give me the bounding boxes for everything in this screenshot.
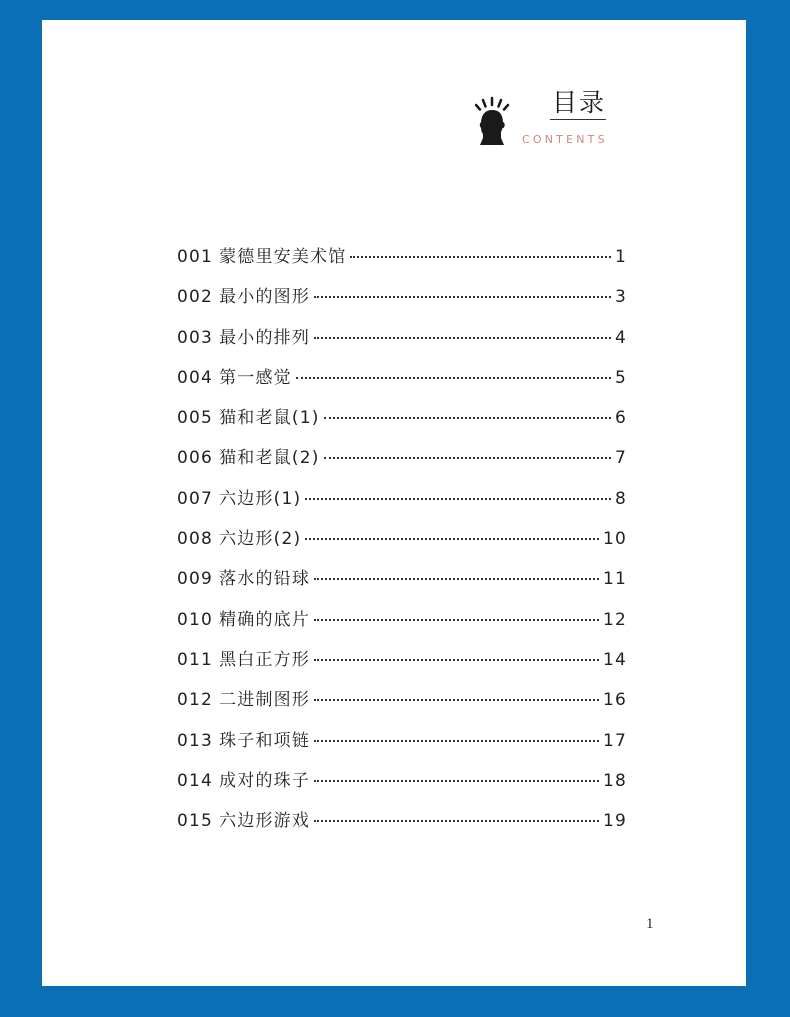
- toc-entry-page: 7: [614, 448, 627, 469]
- title-underline: [550, 119, 606, 120]
- toc-entry-title: 最小的图形: [219, 287, 311, 308]
- toc-entry-number: 006: [177, 448, 214, 469]
- toc-entry[interactable]: [177, 726, 627, 766]
- toc-entry[interactable]: [177, 685, 627, 725]
- toc-entry-page: 18: [602, 770, 627, 791]
- page-subtitle: CONTENTS: [522, 133, 608, 146]
- toc-entry-number: 002: [177, 287, 214, 308]
- toc-entry-title: 最小的排列: [219, 327, 311, 348]
- toc-entry-number: 012: [177, 690, 214, 711]
- toc-entry-number: 010: [177, 609, 214, 630]
- toc-entry-number: 014: [177, 770, 214, 791]
- toc-entry-number: 004: [177, 367, 214, 388]
- toc-entry-title: 珠子和项链: [219, 730, 311, 751]
- toc-entry-page: 10: [602, 529, 627, 550]
- toc-dot-leader: [314, 780, 599, 782]
- toc-dot-leader: [314, 296, 611, 298]
- toc-entry[interactable]: [177, 282, 627, 322]
- toc-entry-page: 14: [602, 649, 627, 670]
- toc-entry[interactable]: [177, 605, 627, 645]
- toc-entry-page: 1: [614, 247, 627, 267]
- toc-entry-page: 16: [602, 690, 627, 711]
- toc-dot-leader: [314, 337, 611, 339]
- toc-dot-leader: [305, 498, 611, 500]
- toc-entry-page: 19: [602, 811, 627, 832]
- toc-entry-number: 013: [177, 730, 214, 751]
- toc-entry-number: 005: [177, 408, 214, 429]
- toc-entry-number: 011: [177, 649, 214, 670]
- toc-entry-title: 六边形游戏: [219, 811, 311, 832]
- toc-dot-leader: [296, 377, 611, 379]
- toc-dot-leader: [314, 699, 599, 701]
- toc-entry[interactable]: [177, 766, 627, 806]
- toc-dot-leader: [314, 659, 599, 661]
- toc-entry[interactable]: [177, 443, 627, 483]
- toc-entry[interactable]: [177, 645, 627, 685]
- toc-entry[interactable]: [177, 564, 627, 604]
- toc-entry[interactable]: [177, 323, 627, 363]
- toc-entry-page: 8: [614, 488, 627, 509]
- toc-entry[interactable]: [177, 524, 627, 564]
- contents-header: [472, 88, 672, 168]
- toc-entry-number: 001: [177, 247, 214, 267]
- toc-entry-page: 5: [614, 367, 627, 388]
- toc-entry[interactable]: [177, 484, 627, 524]
- toc-dot-leader: [305, 538, 599, 540]
- toc-entry-title: 猫和老鼠(1): [219, 408, 320, 429]
- toc-entry-title: 黑白正方形: [219, 649, 311, 670]
- toc-dot-leader: [324, 457, 611, 459]
- page-sheet: [42, 20, 746, 986]
- toc-entry-page: 11: [602, 569, 627, 590]
- head-with-rays-icon: [472, 96, 512, 146]
- toc-entry-number: 007: [177, 488, 214, 509]
- toc-entry-number: 003: [177, 327, 214, 348]
- page-title: 目录: [552, 88, 607, 117]
- toc-dot-leader: [324, 417, 611, 419]
- toc-dot-leader: [314, 578, 599, 580]
- toc-dot-leader: [314, 740, 599, 742]
- toc-entry-page: 12: [602, 609, 627, 630]
- toc-entry-page: 6: [614, 408, 627, 429]
- toc-entry-page: 4: [614, 327, 627, 348]
- toc-dot-leader: [350, 256, 611, 258]
- toc-entry-number: 009: [177, 569, 214, 590]
- page-number: 1: [646, 916, 654, 932]
- toc-entry-page: 3: [614, 287, 627, 308]
- table-of-contents: [177, 242, 627, 846]
- toc-entry-page: 17: [602, 730, 627, 751]
- toc-entry[interactable]: [177, 806, 627, 846]
- toc-entry-title: 猫和老鼠(2): [219, 448, 320, 469]
- toc-entry[interactable]: [177, 242, 627, 282]
- toc-entry[interactable]: [177, 403, 627, 443]
- toc-dot-leader: [314, 820, 599, 822]
- toc-entry-title: 蒙德里安美术馆: [219, 247, 347, 267]
- toc-entry-title: 精确的底片: [219, 609, 311, 630]
- toc-entry-title: 二进制图形: [219, 690, 311, 711]
- toc-entry-number: 015: [177, 811, 214, 832]
- toc-entry-title: 六边形(1): [219, 488, 302, 509]
- toc-entry[interactable]: [177, 363, 627, 403]
- toc-entry-number: 008: [177, 529, 214, 550]
- toc-entry-title: 落水的铅球: [219, 569, 311, 590]
- toc-entry-title: 成对的珠子: [219, 770, 311, 791]
- toc-entry-title: 六边形(2): [219, 529, 302, 550]
- toc-entry-title: 第一感觉: [219, 367, 292, 388]
- toc-dot-leader: [314, 619, 599, 621]
